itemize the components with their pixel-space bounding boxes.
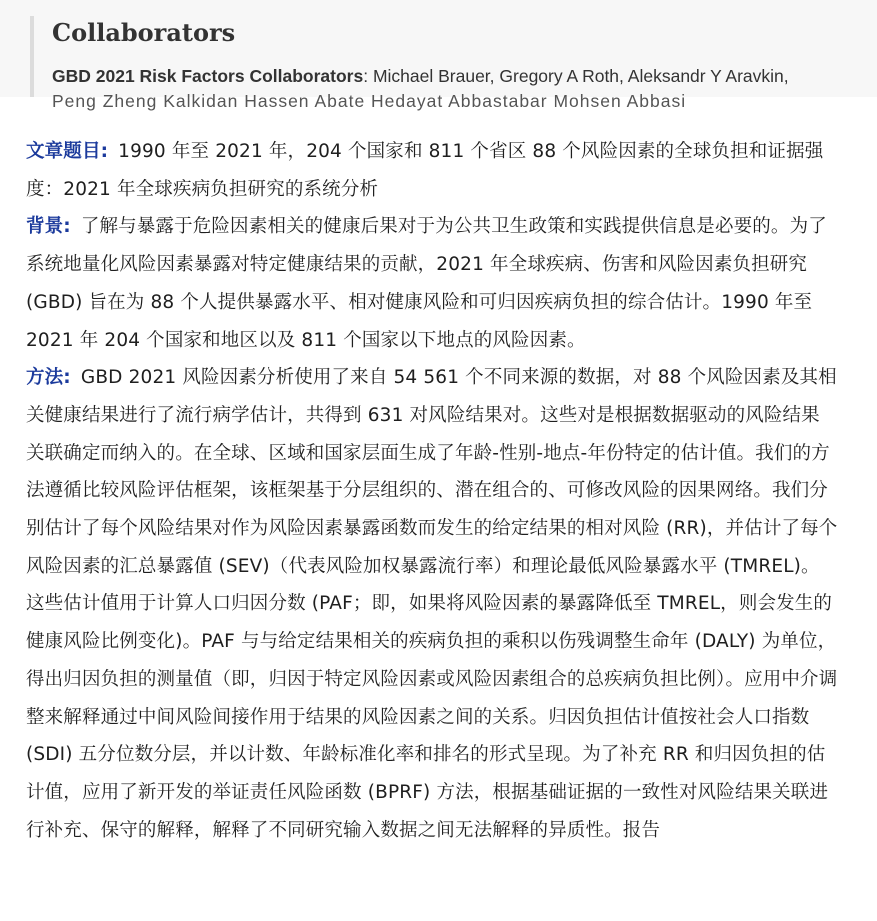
title-label: 文章题目:: [26, 141, 109, 162]
collaborators-card: [0, 0, 877, 111]
blockquote-rule: [30, 16, 34, 97]
collaborators-line: [52, 63, 789, 89]
collaborator-group-name: GBD 2021 Risk Factors Collaborators: [52, 66, 364, 86]
background-label: 背景:: [26, 216, 71, 238]
methods-label: 方法:: [26, 367, 71, 389]
article-summary: [26, 133, 838, 849]
methods-paragraph: [26, 359, 838, 849]
collaborators-heading: Collaborators: [52, 18, 236, 47]
collaborator-members-clipped: Peng Zheng Kalkidan Hassen Abate Hedayat Abbastabar Mohsen Abbasi: [52, 91, 687, 111]
background-text: 了解与暴露于危险因素相关的健康后果对于为公共卫生政策和实践提供信息是必要的。为了系统地量化风险因素暴露对特定健康结果的贡献，2021 年全球疾病、伤害和风险因素负担研究 (GBD) 旨在为 88 个人提供暴露水平、相对健康风险和可归因疾病负担的综合估计。1990 年至 2021 年 204 个国家和地区以及 811 个国家以下地点的风险因素。: [26, 216, 827, 351]
article-title-text: 1990 年至 2021 年，204 个国家和 811 个省区 88 个风险因素的全球负担和证据强度：2021 年全球疾病负担研究的系统分析: [26, 141, 824, 200]
background-paragraph: [26, 208, 838, 359]
article-title-paragraph: [26, 133, 838, 208]
methods-text: GBD 2021 风险因素分析使用了来自 54 561 个不同来源的数据，对 88 个风险因素及其相关健康结果进行了流行病学估计，共得到 631 对风险结果对。这些对是根据数据驱动的风险结果关联确定而纳入的。在全球、区域和国家层面生成了年龄-性别-地点-年份特定的估计值。我们的方法遵循比较风险评估框架，该框架基于分层组织的、潜在组合的、可修改风险的因果网络。我们分别估计了每个风险结果对作为风险因素暴露函数而发生的给定结果的相对风险 (RR)，并估计了每个风险因素的汇总暴露值 (SEV)（代表风险加权暴露流行率）和理论最低风险暴露水平 (TMREL)。这些估计值用于计算人口归因分数 (PAF；即，如果将风险因素的暴露降低至 TMREL，则会发生的健康风险比例变化)。PAF 与与给定结果相关的疾病负担的乘积以伤残调整生命年 (DALY) 为单位，得出归因负担的测量值（即，归因于特定风险因素或风险因素组合的总疾病负担比例）。应用中介调整来解释通过中间风险间接作用于结果的风险因素之间的关系。归因负担估计值按社会人口指数 (SDI) 五分位数分层，并以计数、年龄标准化率和排名的形式呈现。为了补充 RR 和归因负担的估计值，应用了新开发的举证责任风险函数 (BPRF) 方法，根据基础证据的一致性对风险结果关联进行补充、保守的解释，解释了不同研究输入数据之间无法解释的异质性。报告: [26, 367, 838, 841]
collaborator-members: : Michael Brauer, Gregory A Roth, Aleksandr Y Aravkin,: [363, 66, 789, 86]
